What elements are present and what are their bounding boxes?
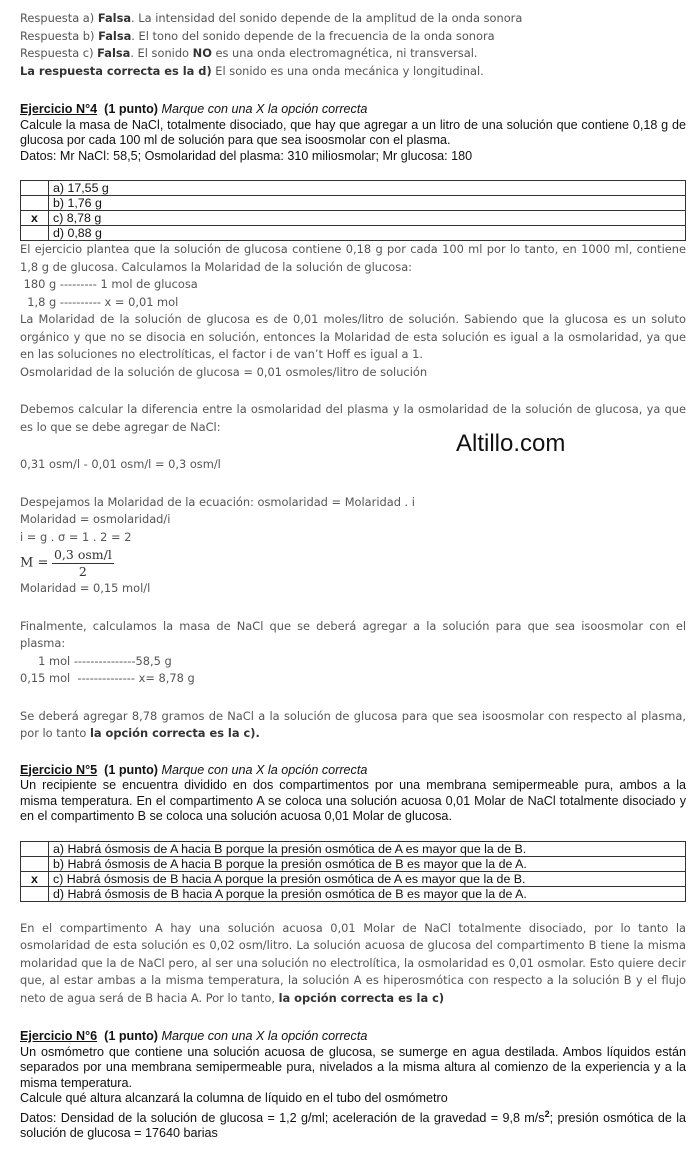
option-row[interactable]	[21, 886, 686, 901]
answer-c: Respuesta c) Falsa. El sonido NO es una onda electromagnética, ni transversal.	[20, 46, 478, 60]
option-mark[interactable]	[21, 856, 49, 871]
exercise-4-data: Datos: Mr NaCl: 58,5; Osmolaridad del plasma: 310 miliosmolar; Mr glucosa: 180	[20, 148, 473, 163]
site-logo: Altillo.com	[456, 430, 566, 457]
exercise-5-solution	[20, 920, 686, 1008]
rule-of-three: 0,15 mol -------------- x= 8,78 g	[20, 671, 195, 685]
rule-of-three: 1,8 g ---------- x = 0,01 mol	[20, 294, 179, 309]
fraction-denominator: 2	[78, 564, 87, 579]
rule-of-three: 1 mol ---------------58,5 g	[20, 653, 172, 668]
option-row[interactable]	[21, 196, 686, 211]
solution-conclusion: Se deberá agregar 8,78 gramos de NaCl a la solución de glucosa para que sea isoosmolar con respecto al plasma, por lo tanto la opción correcta es la c).	[20, 708, 686, 740]
solution-paragraph: El ejercicio plantea que la solución de glucosa contiene 0,18 g por cada 100 ml por lo tanto, en 1000 ml, contiene 1,8 g de glucosa. Calculamos la Molaridad de la solución de glucosa:	[20, 242, 686, 274]
formula-label: M =	[20, 555, 49, 571]
option-text: b) Habrá ósmosis de A hacia B porque la presión osmótica de B es mayor que la de A.	[49, 856, 686, 871]
option-text: a) Habrá ósmosis de A hacia B porque la presión osmótica de A es mayor que la de B.	[49, 841, 686, 856]
option-row[interactable]	[21, 871, 686, 886]
solution-paragraph: Finalmente, calculamos la masa de NaCl que se deberá agregar a la solución para que sea isoosmolar con el plasma:	[20, 618, 686, 650]
solution-line: Osmolaridad de la solución de glucosa = 0,01 osmoles/litro de solución	[20, 364, 428, 379]
exercise-6-data: Datos: Densidad de la solución de glucosa = 1,2 g/ml; aceleración de la gravedad = 9,8 $m/s^2$; presión osmótica de la solución de glucosa = 17640 barias	[20, 1108, 686, 1141]
fraction	[52, 547, 114, 580]
exercise-6-header: Ejercicio N°6 (1 punto) Marque con una X la opción correcta	[20, 1029, 368, 1043]
answer-b: Respuesta b) Falsa. El tono del sonido depende de la frecuencia de la onda sonora	[20, 28, 495, 43]
option-mark[interactable]: x	[21, 211, 49, 226]
option-text: d) 0,88 g	[49, 226, 686, 241]
answer-correct: La respuesta correcta es la d) El sonido es una onda mecánica y longitudinal.	[20, 63, 484, 78]
molarity-formula	[20, 546, 686, 580]
fraction-numerator: 0,3 osm/l	[53, 547, 112, 562]
option-text: c) Habrá ósmosis de B hacia A porque la presión osmótica de A es mayor que la de B.	[49, 871, 686, 886]
exercise-5-statement: Un recipiente se encuentra dividido en dos compartimentos por una membrana semipermeable pura, ambos a la misma temperatura. En el compartimento A se coloca una solución acuosa 0,01 Molar de NaCl totalmente disociado y en el compartimento B se coloca una solución acuosa 0,01 Molar de glucosa.	[20, 778, 686, 823]
exercise-4-statement: Calcule la masa de NaCl, totalmente disociado, que hay que agregar a un litro de una solución que contiene 0,18 g de glucosa por cada 100 ml de solución para que sea isoosmolar con el plasma.	[20, 117, 686, 147]
option-row[interactable]	[21, 226, 686, 241]
option-mark[interactable]	[21, 181, 49, 196]
answer-a: Respuesta a) Falsa. La intensidad del sonido depende de la amplitud de la onda sonora	[20, 11, 523, 25]
exercise-4-options	[20, 180, 686, 241]
option-row[interactable]	[21, 181, 686, 196]
exercise-6-question: Calcule qué altura alcanzará la columna de líquido en el tubo del osmómetro	[20, 1091, 448, 1105]
solution-line: 0,31 osm/l - 0,01 osm/l = 0,3 osm/l	[20, 457, 221, 471]
rule-of-three: 180 g --------- 1 mol de glucosa	[20, 277, 198, 291]
option-row[interactable]	[21, 841, 686, 856]
option-mark[interactable]	[21, 886, 49, 901]
exercise-4-header: Ejercicio N°4 (1 punto) Marque con una X la opción correcta	[20, 102, 368, 116]
document-page	[20, 10, 686, 1142]
exercise-5	[20, 763, 686, 825]
solution-line: Despejamos la Molaridad de la ecuación: osmolaridad = Molaridad . i	[20, 494, 415, 509]
option-row[interactable]	[21, 856, 686, 871]
exercise-5-header: Ejercicio N°5 (1 punto) Marque con una X la opción correcta	[20, 762, 368, 777]
exercise-6-statement: Un osmómetro que contiene una solución acuosa de glucosa, se sumerge en agua destilada. Ambos líquidos están separados por una membrana semipermeable pura, nivelados a la misma altura al comienzo de la experiencia y a la misma temperatura.	[20, 1044, 686, 1090]
exercise-4	[20, 102, 686, 164]
option-text: d) Habrá ósmosis de B hacia A porque la presión osmótica de B es mayor que la de A.	[49, 886, 686, 901]
option-mark[interactable]	[21, 196, 49, 211]
exercise-5-options	[20, 841, 686, 902]
solution-line: Molaridad = osmolaridad/i	[20, 512, 171, 526]
exercise-4-solution	[20, 241, 686, 743]
solution-paragraph: La Molaridad de la solución de glucosa es de 0,01 moles/litro de solución. Sabiendo que la glucosa es un soluto orgánico y que no se disocia en solución, entonces la Molaridad de esta solución es igual a la osmolaridad, ya que en las soluciones no electrolíticas, el factor i de van’t Hoff es igual a 1.	[20, 312, 686, 361]
solution-line: i = g . σ = 1 . 2 = 2	[20, 529, 132, 544]
option-mark[interactable]	[21, 841, 49, 856]
option-mark[interactable]: x	[21, 871, 49, 886]
solution-paragraph: En el compartimento A hay una solución acuosa 0,01 Molar de NaCl totalmente disociado, por lo tanto la osmolaridad de esta solución es 0,02 osm/litro. La solución acuosa de glucosa del compartimento B tiene la misma molaridad que la de NaCl pero, al ser una solución no electrolítica, la osmolaridad es 0,01 osmolar. Esto quiere decir que, al estar ambas a la misma temperatura, la solución A es hiperosmótica con respecto a la solución B y el flujo neto de agua será de B hacia A. Por lo tanto, la opción correcta es la c)	[20, 920, 686, 1005]
solution-line: Molaridad = 0,15 mol/l	[20, 581, 151, 595]
solution-paragraph: Debemos calcular la diferencia entre la osmolaridad del plasma y la osmolaridad de la solución de glucosa, ya que es lo que se debe agregar de NaCl:	[20, 402, 686, 434]
option-mark[interactable]	[21, 226, 49, 241]
option-text: c) 8,78 g	[49, 211, 686, 226]
option-text: a) 17,55 g	[49, 181, 686, 196]
option-row[interactable]	[21, 211, 686, 226]
exercise-6	[20, 1029, 686, 1142]
intro-answers	[20, 10, 686, 80]
option-text: b) 1,76 g	[49, 196, 686, 211]
